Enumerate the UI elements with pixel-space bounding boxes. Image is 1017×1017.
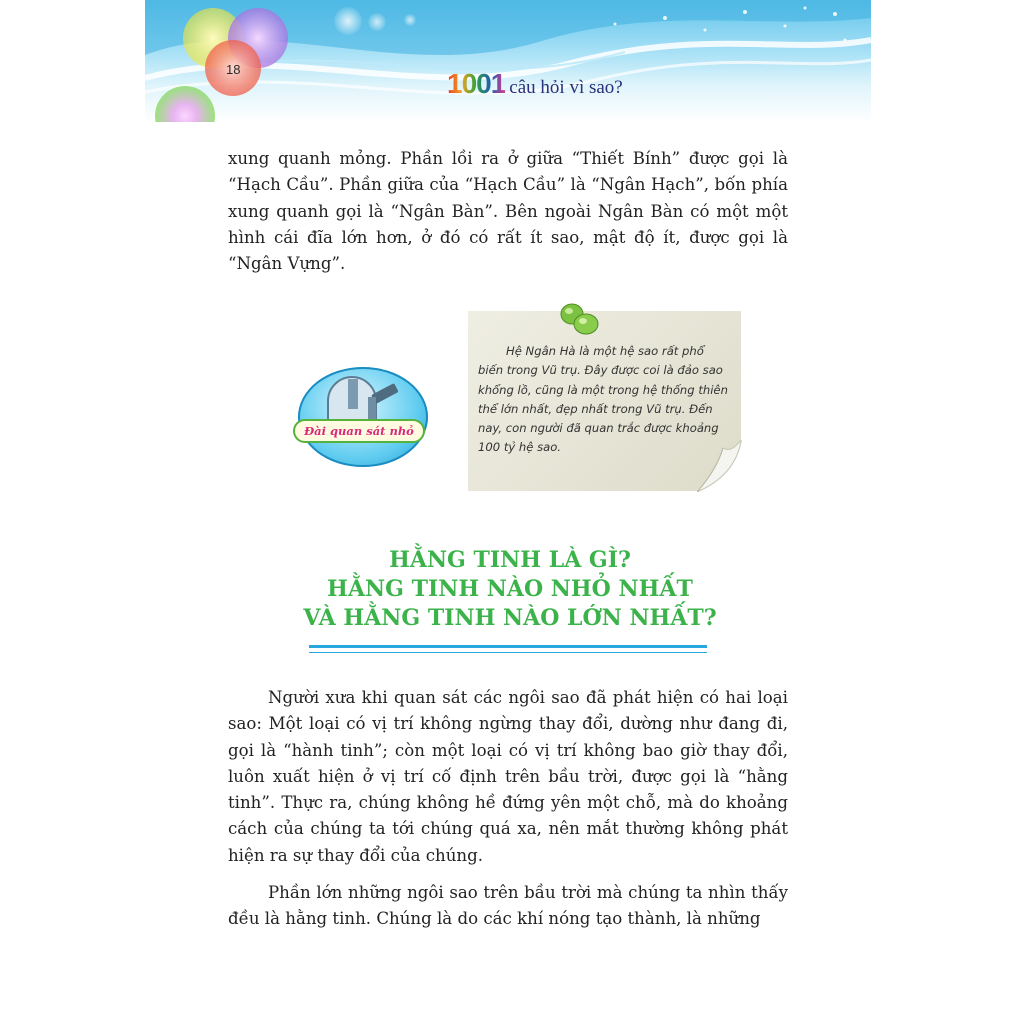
series-title xyxy=(447,68,623,100)
heading-line-1: HẰNG TINH LÀ GÌ? xyxy=(389,547,631,573)
intro-paragraph: xung quanh mỏng. Phần lồi ra ở giữa “Thiết Bính” được gọi là “Hạch Cầu”. Phần giữa của “Hạch Cầu” là “Ngân Hạch”, bốn phía xung quanh gọi là “Ngân Bàn”. Bên ngoài Ngân Bàn có một một hình cái đĩa lớn hơn, ở đó có rất ít sao, mật độ ít, được gọi là “Ngân Vựng”. xyxy=(228,149,788,274)
body-paragraph-1: Người xưa khi quan sát các ngôi sao đã phát hiện có hai loại sao: Một loại có vị trí không ngừng thay đổi, dường như đang đi, gọi là “hành tinh”; còn một loại có vị trí không bao giờ thay đổi, luôn xuất hiện ở vị trí cố định trên bầu trời, được gọi là “hằng tinh”. Thực ra, chúng không hề đứng yên một chỗ, mà do khoảng cách của chúng ta tới chúng quá xa, nên mắt thường không phát hiện ra sự thay đổi của chúng. xyxy=(228,688,788,865)
heading-line-2: HẰNG TINH NÀO NHỎ NHẤT xyxy=(327,576,693,602)
section-heading xyxy=(260,546,760,633)
observatory-telescope-icon xyxy=(298,367,428,467)
bokeh-bubbles-icon xyxy=(145,0,871,122)
body-paragraph-2: Phần lớn những ngôi sao trên bầu trời mà chúng ta nhìn thấy đều là hằng tinh. Chúng là do các khí nóng tạo thành, là những xyxy=(228,883,788,929)
heading-rule-thick xyxy=(309,645,707,648)
observatory-badge-label: Đài quan sát nhỏ xyxy=(293,419,425,443)
series-text: câu hỏi vì sao? xyxy=(509,77,623,98)
series-number: 1001 xyxy=(447,68,506,99)
heading-rule-thin xyxy=(309,652,707,653)
heading-line-3: VÀ HẰNG TINH NÀO LỚN NHẤT? xyxy=(303,605,717,631)
green-pushpin-icon xyxy=(556,302,604,338)
observatory-badge xyxy=(298,367,428,467)
header-banner xyxy=(145,0,871,122)
note-text: Hệ Ngân Hà là một hệ sao rất phổ biến trong Vũ trụ. Đây được coi là đảo sao khổng lồ, cũng là một trong hệ thống thiên thể lớn nhất, đẹp nhất trong Vũ trụ. Đến nay, con người đã quan trắc được khoảng 100 tỷ hệ sao. xyxy=(478,344,728,455)
page-number: 18 xyxy=(226,62,241,77)
